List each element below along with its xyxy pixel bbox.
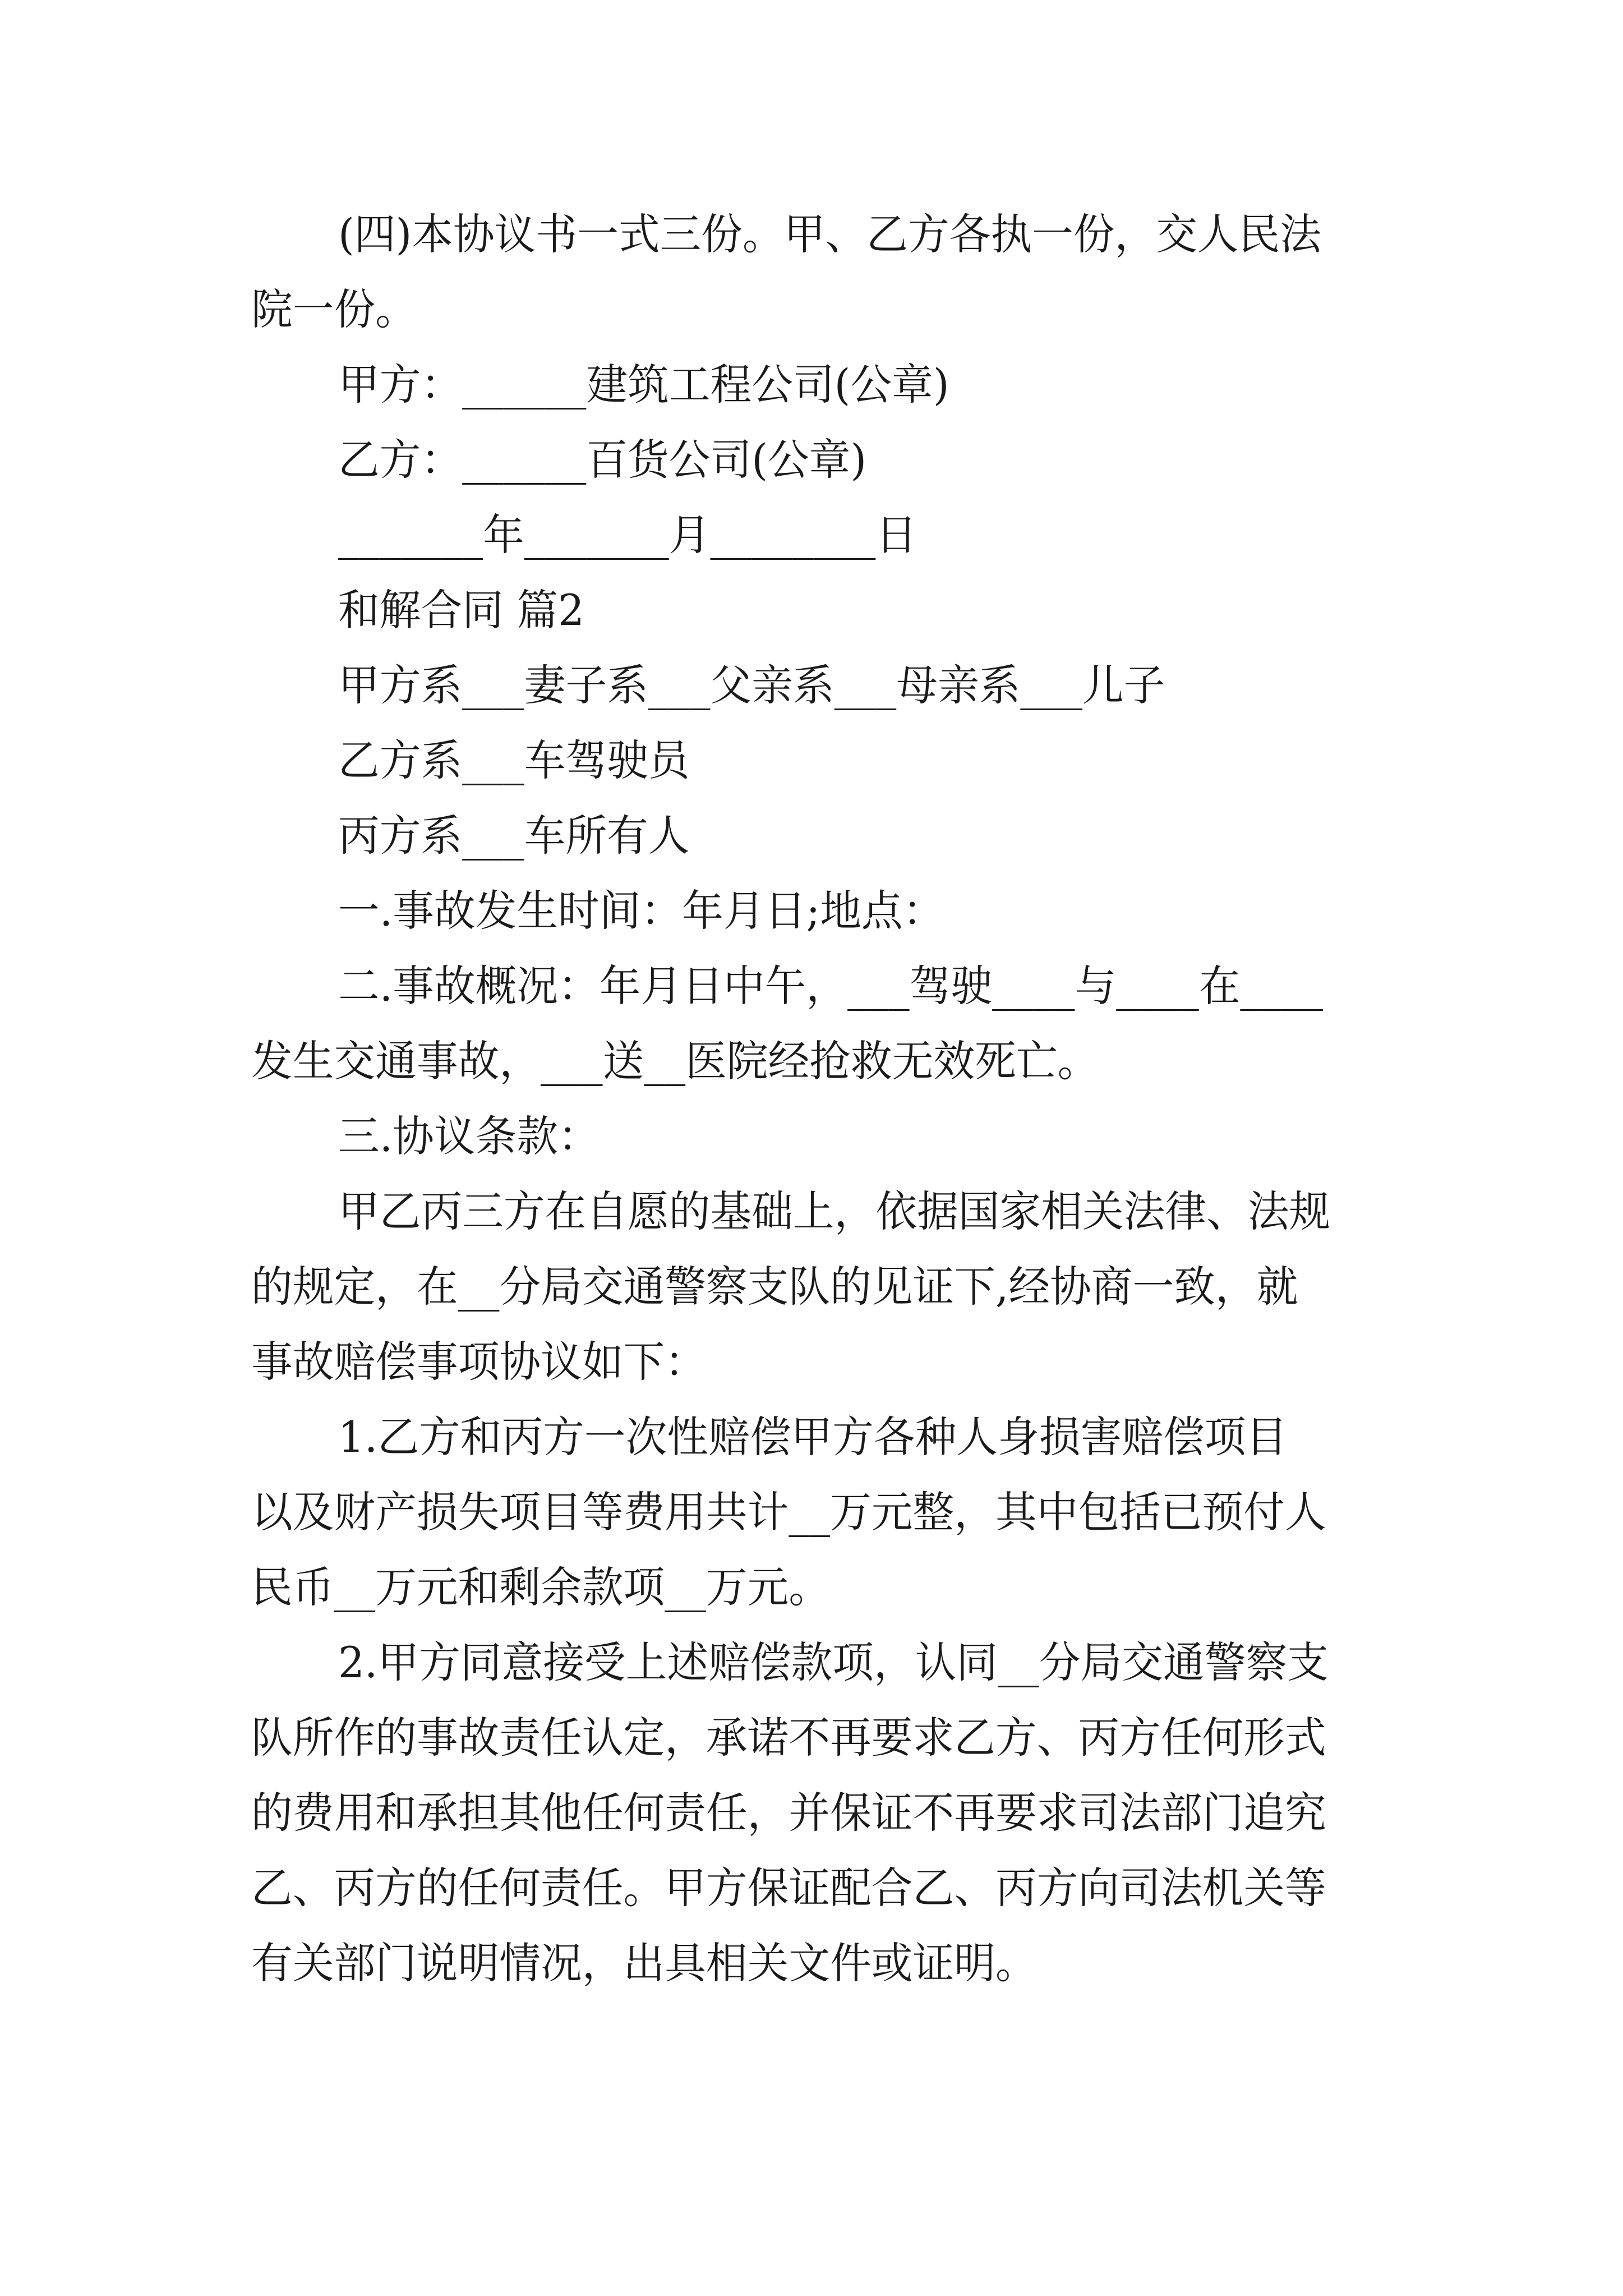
agreement-terms-heading: 三.协议条款： [338,1111,600,1161]
paragraph-4-line-1: (四)本协议书一式三份。甲、乙方各执一份，交人民法 [338,209,1322,259]
party-c-relation-line: 丙方系___车所有人 [338,811,690,861]
term-1-line-2: 以及财产损失项目等费用共计__万元整，其中包括已预付人 [251,1487,1326,1537]
party-b-relation-line: 乙方系___车驾驶员 [338,735,690,785]
term-2-line-1: 2.甲方同意接受上述赔偿款项，认同__分局交通警察支 [338,1637,1329,1687]
accident-summary-line-1: 二.事故概况：年月日中午，___驾驶____与____在____ [338,961,1323,1011]
terms-intro-line-2: 的规定，在__分局交通警察支队的见证下,经协商一致，就 [251,1262,1298,1312]
date-line: _______年_______月________日 [338,510,917,560]
section-title: 和解合同 篇2 [338,585,584,635]
terms-intro-line-3: 事故赔偿事项协议如下： [251,1337,706,1387]
term-2-line-4: 乙、丙方的任何责任。甲方保证配合乙、丙方向司法机关等 [251,1863,1326,1913]
term-1-line-1: 1.乙方和丙方一次性赔偿甲方各种人身损害赔偿项目 [338,1412,1288,1462]
accident-time-line: 一.事故发生时间：年月日;地点： [338,886,944,936]
party-a-signature-line: 甲方：______建筑工程公司(公章) [338,360,949,409]
terms-intro-line-1: 甲乙丙三方在自愿的基础上，依据国家相关法律、法规 [338,1186,1331,1236]
term-2-line-3: 的费用和承担其他任何责任，并保证不再要求司法部门追究 [251,1788,1326,1838]
term-1-line-3: 民币__万元和剩余款项__万元。 [251,1562,831,1612]
paragraph-4-line-2: 院一份。 [251,284,417,334]
term-2-line-5: 有关部门说明情况，出具相关文件或证明。 [251,1938,1037,1988]
term-2-line-2: 队所作的事故责任认定，承诺不再要求乙方、丙方任何形式 [251,1713,1326,1763]
party-a-relation-line: 甲方系___妻子系___父亲系___母亲系___儿子 [338,660,1165,710]
accident-summary-line-2: 发生交通事故，___送__医院经抢救无效死亡。 [251,1036,1099,1086]
party-b-signature-line: 乙方：______百货公司(公章) [338,435,867,485]
